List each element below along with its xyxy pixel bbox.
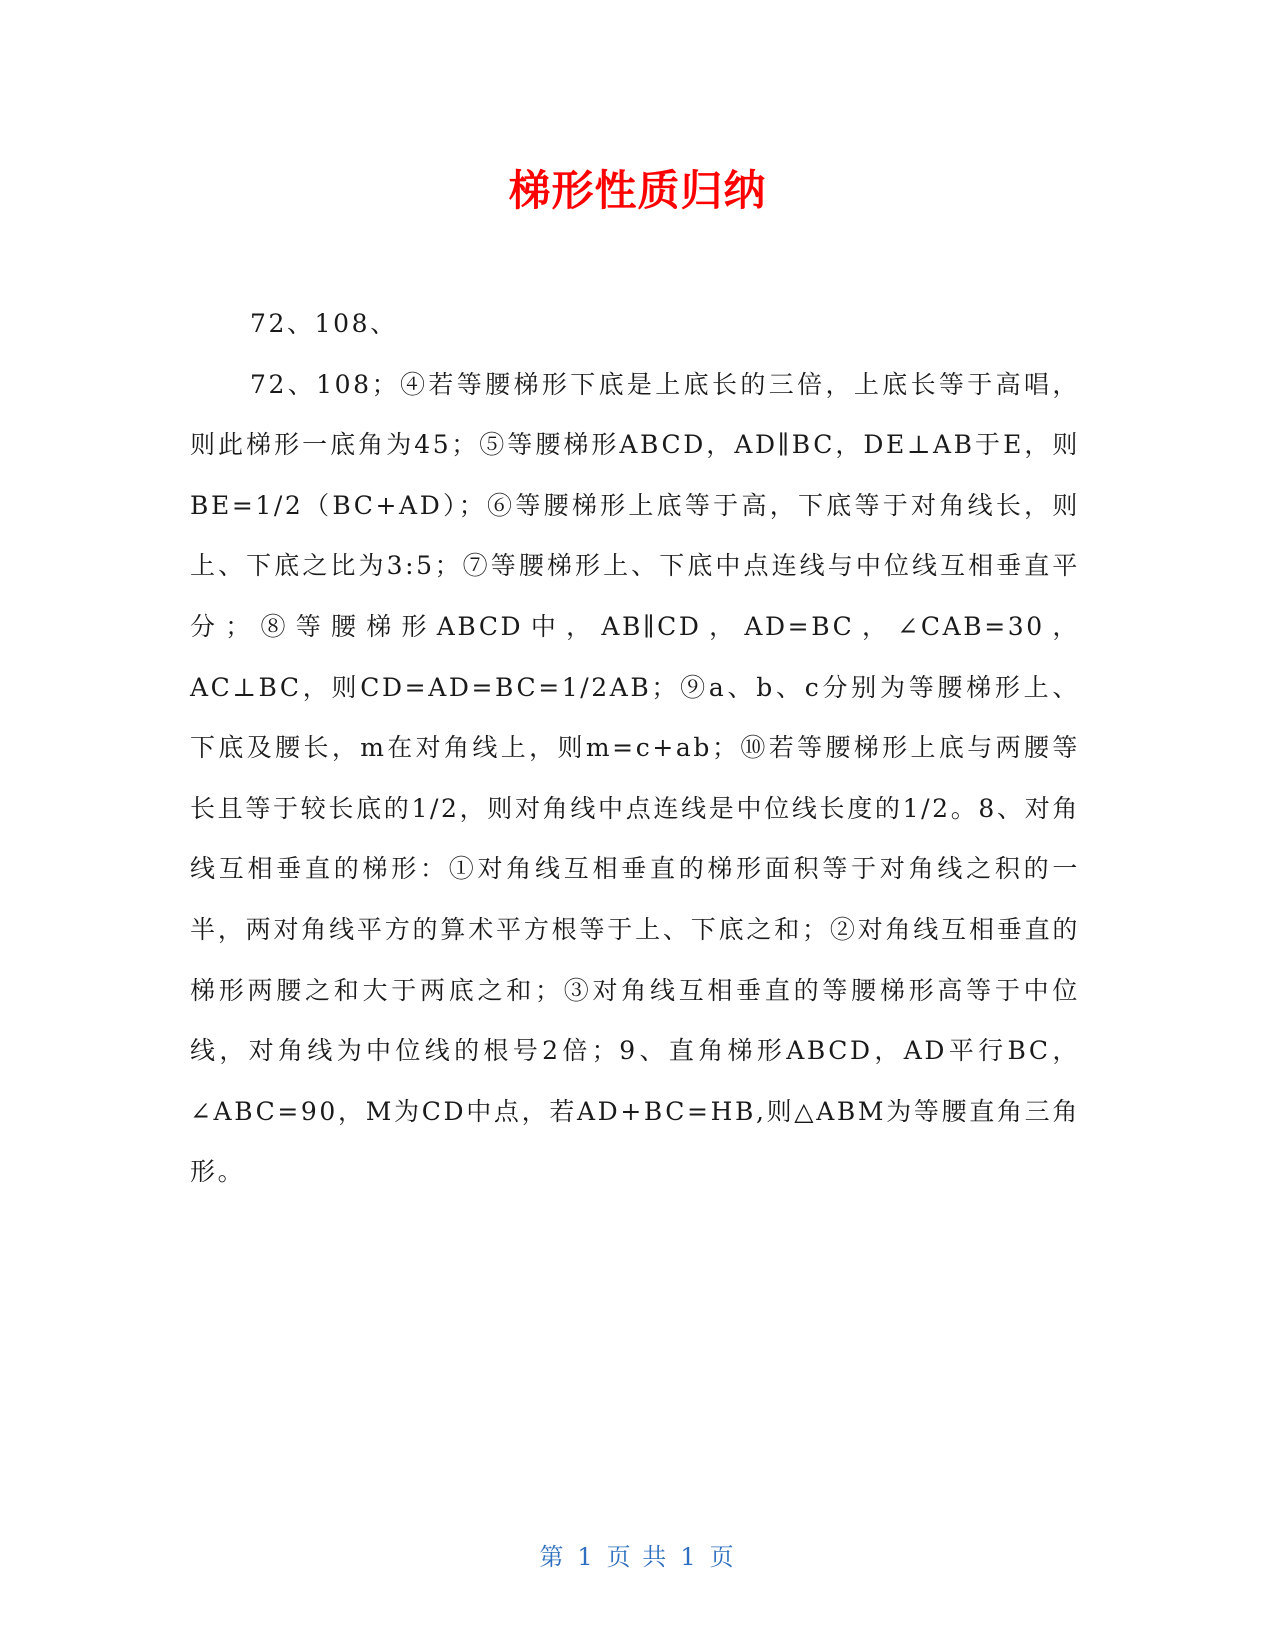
- paragraph-1: 72、108、: [250, 309, 398, 338]
- footer-suffix: 页: [709, 1543, 736, 1571]
- footer-mid: 页 共: [606, 1543, 669, 1571]
- document-title: 梯形性质归纳: [508, 166, 767, 215]
- footer-current-page: 1: [577, 1543, 595, 1571]
- footer-total-pages: 1: [680, 1543, 698, 1571]
- footer-prefix: 第: [539, 1543, 566, 1571]
- paragraph-2: 72、108；④若等腰梯形下底是上底长的三倍，上底长等于高唱，则此梯形一底角为45；⑤等腰梯形ABCD，AD∥BC，DE⊥AB于E，则BE=1/2（BC+AD）；⑥等腰梯形上底等于高，下底等于对角线长，则上、下底之比为3:5；⑦等腰梯形上、下底中点连线与中位线互相垂直平分；⑧等腰梯形ABCD中，AB∥CD，AD=BC，∠CAB=30，AC⊥BC，则CD=AD=BC=1/2AB；⑨a、b、c分别为等腰梯形上、下底及腰长，m在对角线上，则m=c+ab；⑩若等腰梯形上底与两腰等长且等于较长底的1/2，则对角线中点连线是中位线长度的1/2。8、对角线互相垂直的梯形：①对角线互相垂直的梯形面积等于对角线之积的一半，两对角线平方的算术平方根等于上、下底之和；②对角线互相垂直的梯形两腰之和大于两底之和；③对角线互相垂直的等腰梯形高等于中位线，对角线为中位线的根号2倍；9、直角梯形ABCD，AD平行BC，∠ABC=90，M为CD中点，若AD+BC=HB,则△ABM为等腰直角三角形。: [190, 369, 1080, 1187]
- document-body: [190, 294, 1080, 1203]
- page-footer: [0, 1537, 1275, 1572]
